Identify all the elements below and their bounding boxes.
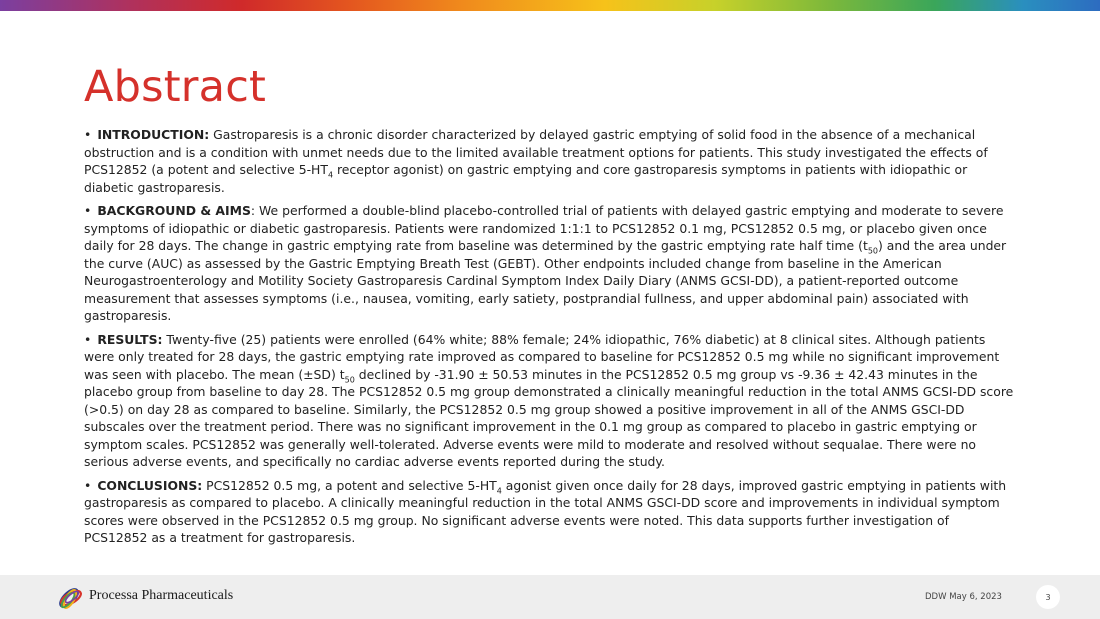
- company-name: Processa Pharmaceuticals: [89, 588, 234, 603]
- background-label: BACKGROUND & AIMS: [97, 203, 251, 218]
- bullet: •: [84, 203, 92, 218]
- results-paragraph: [84, 331, 1014, 471]
- conclusions-label: CONCLUSIONS:: [97, 477, 203, 493]
- conclusions-text-2: agonist given once daily for 28 days, improved gastric emptying in patients with gastroparesis as compared to placebo. A clinically meaningful reduction in the total ANMS GSCI-DD score and improvements in individual symptom scores were observed in the PCS12852 0.5 mg group. No significant adverse events were noted. This data supports further investigation of PCS12852 as a treatment for gastroparesis.: [84, 477, 1007, 545]
- introduction-subscript: 4: [327, 170, 334, 180]
- conclusions-subscript: 4: [496, 485, 502, 495]
- background-text-1: : We performed a double-blind placebo-controlled trial of patients with delayed gastric emptying and moderate to severe symptoms of idiopathic or diabetic gastroparesis. Patients were randomized 1:1:1 to PCS12852 0.1 mg, PCS12852 0.5 mg, or placebo given once daily for 28 days. The change in gastric emptying rate from baseline was determined by the gastric emptying rate half time (t: [84, 203, 1004, 253]
- introduction-label: INTRODUCTION:: [97, 127, 210, 142]
- conclusions-text-1: PCS12852 0.5 mg, a potent and selective 5-HT: [202, 477, 497, 493]
- bullet: •: [84, 331, 92, 347]
- processa-logo-icon: [56, 585, 84, 611]
- footer-bar: [0, 575, 1100, 619]
- results-subscript: 50: [344, 374, 355, 384]
- introduction-text-2: receptor agonist) on gastric emptying and core gastroparesis symptoms in patients with idiopathic or diabetic gastroparesis.: [84, 162, 968, 195]
- abstract-body: [84, 126, 1014, 553]
- page-number: 3: [1036, 585, 1060, 609]
- results-text-1: Twenty-five (25) patients were enrolled (64% white; 88% female; 24% idiopathic, 76% diabetic) at 8 clinical sites. Although patients were only treated for 28 days, the gastric emptying rate improved as compared to baseline for PCS12852 0.5 mg while no significant improvement was seen with placebo. The mean (±SD) t: [84, 331, 1000, 382]
- background-paragraph: [84, 202, 1014, 325]
- introduction-paragraph: [84, 126, 1014, 196]
- presentation-date: DDW May 6, 2023: [925, 592, 1002, 602]
- background-subscript: 50: [867, 246, 878, 256]
- background-text-2: ) and the area under the curve (AUC) as assessed by the Gastric Emptying Breath Test (GEBT). Other endpoints included change from baseline in the American Neurogastroenterology and Motility Society Gastroparesis Cardinal Symptom Index Daily Diary (ANMS GCSI-DD), a patient-reported outcome measurement that assesses symptoms (i.e., nausea, vomiting, early satiety, postprandial fullness, and upper abdominal pain) associated with gastroparesis.: [84, 238, 1007, 323]
- introduction-text-1: Gastroparesis is a chronic disorder characterized by delayed gastric emptying of solid food in the absence of a mechanical obstruction and is a condition with unmet needs due to the limited available treatment options for patients. This study investigated the effects of PCS12852 (a potent and selective 5-HT: [84, 127, 988, 177]
- bullet: •: [84, 477, 92, 493]
- bullet: •: [84, 127, 92, 142]
- results-label: RESULTS:: [97, 331, 163, 347]
- top-gradient-bar: [0, 0, 1100, 11]
- conclusions-paragraph: [84, 477, 1014, 547]
- slide-title: Abstract: [84, 62, 267, 112]
- results-text-2: declined by -31.90 ± 50.53 minutes in the PCS12852 0.5 mg group vs -9.36 ± 42.43 minutes in the placebo group from baseline to day 28. The PCS12852 0.5 mg group demonstrated a clinically meaningful reduction in the total ANMS GCSI-DD score (>0.5) on day 28 as compared to baseline. Similarly, the PCS12852 0.5 mg group showed a positive improvement in all of the ANMS GSCI-DD subscales over the treatment period. There was no significant improvement in the 0.1 mg group as compared to placebo in gastric emptying or symptom scales. PCS12852 was generally well-tolerated. Adverse events were mild to moderate and resolved without sequalae. There were no serious adverse events, and specifically no cardiac adverse events reported during the study.: [84, 366, 1014, 469]
